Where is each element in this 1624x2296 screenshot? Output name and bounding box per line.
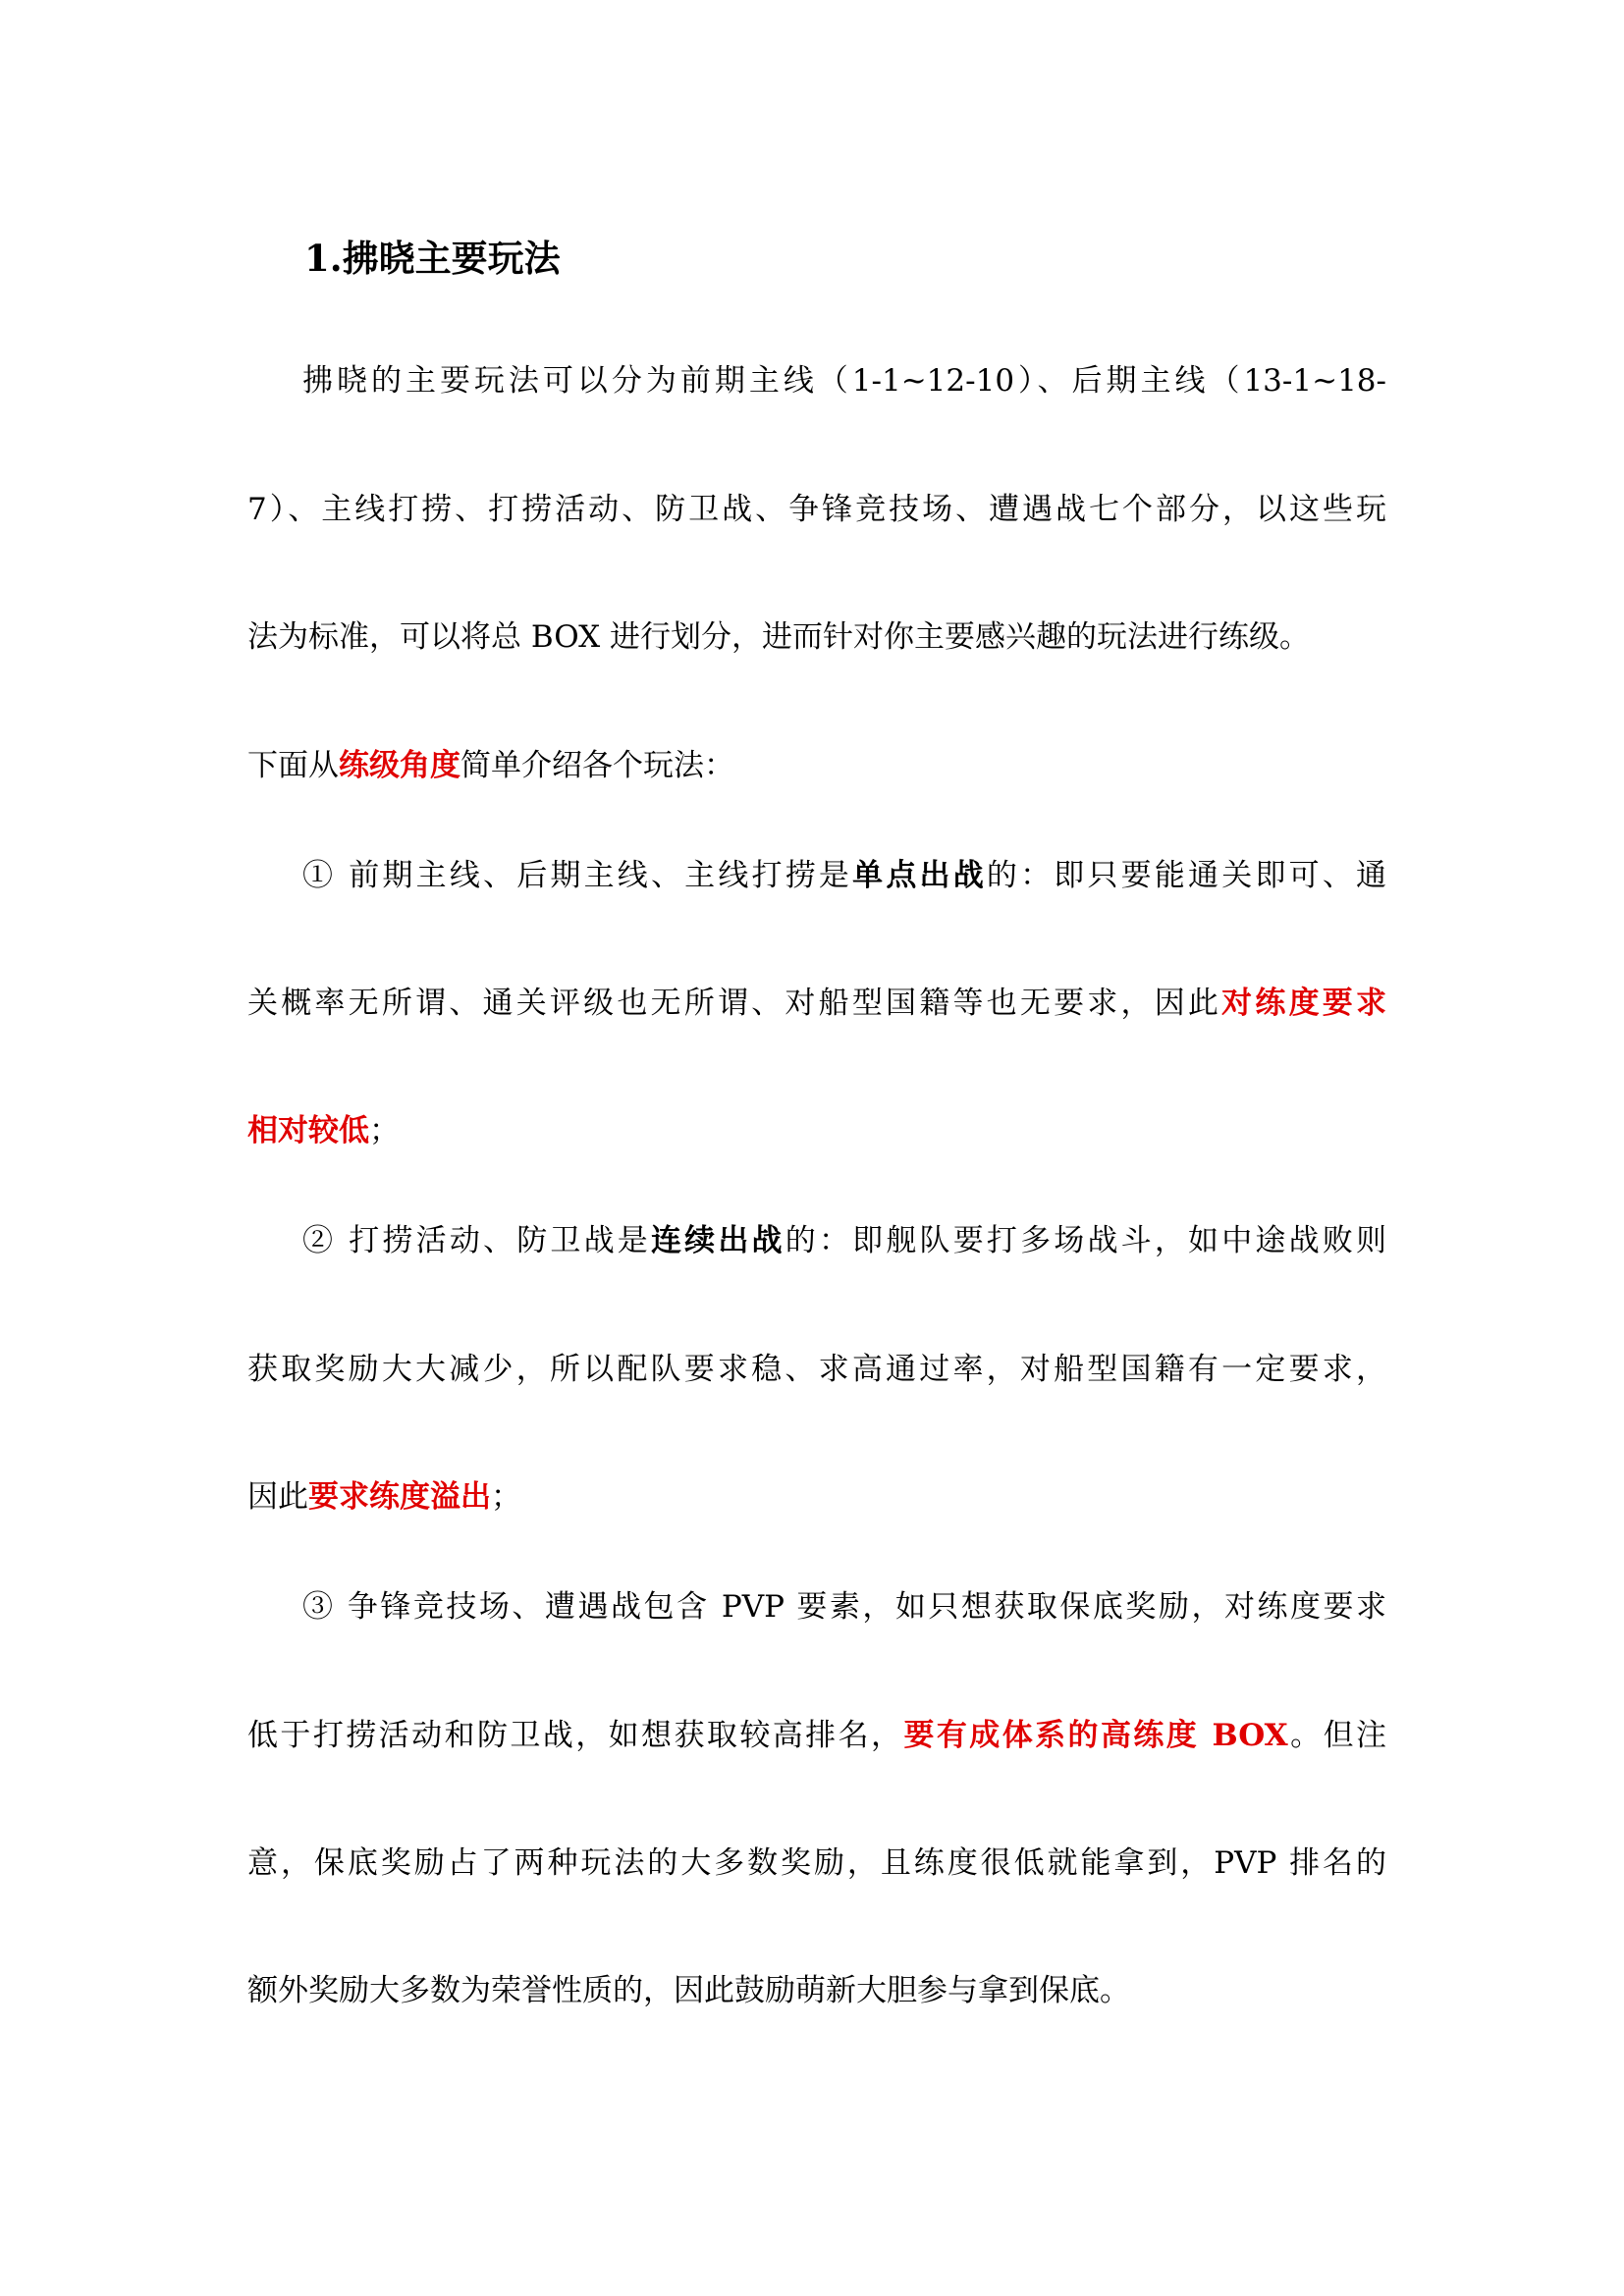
list-item-line bbox=[247, 982, 1386, 1025]
item-text: 的：即只要能通关即可、通 bbox=[986, 858, 1387, 893]
paragraph-line: 7）、主线打捞、打捞活动、防卫战、争锋竞技场、遭遇战七个部分，以这些玩 bbox=[247, 492, 1386, 527]
item-text: 的：即舰队要打多场战斗，如中途战败则 bbox=[785, 1223, 1387, 1258]
emphasis-text: 练级角度 bbox=[339, 748, 460, 783]
emphasis-text: 相对较低 bbox=[247, 1113, 369, 1148]
item-text: 关概率无所谓、通关评级也无所谓、对船型国籍等也无要求，因此 bbox=[247, 986, 1222, 1021]
item-text: ② 打捞活动、防卫战是 bbox=[302, 1223, 651, 1258]
bold-text: 单点出战 bbox=[852, 858, 987, 893]
item-text: 。但注 bbox=[1287, 1718, 1386, 1753]
intro-line bbox=[247, 744, 1386, 787]
list-item-line bbox=[302, 854, 1386, 897]
paragraph-line: 拂晓的主要玩法可以分为前期主线（1-1~12-10）、后期主线（13-1~18- bbox=[302, 363, 1386, 399]
list-item-line: 意，保底奖励占了两种玩法的大多数奖励，且练度很低就能拿到，PVP 排名的 bbox=[247, 1845, 1386, 1881]
item-text: 因此 bbox=[247, 1479, 308, 1515]
intro-text: 下面从 bbox=[247, 748, 339, 783]
section-heading: 1.拂晓主要玩法 bbox=[304, 237, 561, 280]
emphasis-text: 要求练度溢出 bbox=[308, 1479, 491, 1515]
paragraph-line: 法为标准，可以将总 BOX 进行划分，进而针对你主要感兴趣的玩法进行练级。 bbox=[247, 619, 1310, 655]
list-item-line bbox=[302, 1219, 1386, 1262]
bold-text: 连续出战 bbox=[650, 1223, 785, 1258]
list-item-line: 获取奖励大大减少，所以配队要求稳、求高通过率，对船型国籍有一定要求， bbox=[247, 1352, 1386, 1387]
list-item-line: ③ 争锋竞技场、遭遇战包含 PVP 要素，如只想获取保底奖励，对练度要求 bbox=[302, 1589, 1386, 1625]
item-text: ① 前期主线、后期主线、主线打捞是 bbox=[302, 858, 853, 893]
intro-text: 简单介绍各个玩法： bbox=[460, 748, 734, 783]
list-item-line bbox=[247, 1475, 1386, 1519]
item-text: ； bbox=[369, 1113, 400, 1148]
item-text: 低于打捞活动和防卫战，如想获取较高排名， bbox=[247, 1718, 904, 1753]
item-text: ； bbox=[491, 1479, 521, 1515]
list-item-line bbox=[247, 1109, 1386, 1152]
list-item-line bbox=[247, 1714, 1386, 1757]
emphasis-text: 对练度要求 bbox=[1221, 986, 1387, 1021]
emphasis-text: 要有成体系的高练度 BOX bbox=[903, 1718, 1288, 1753]
list-item-line: 额外奖励大多数为荣誉性质的，因此鼓励萌新大胆参与拿到保底。 bbox=[247, 1973, 1130, 2008]
